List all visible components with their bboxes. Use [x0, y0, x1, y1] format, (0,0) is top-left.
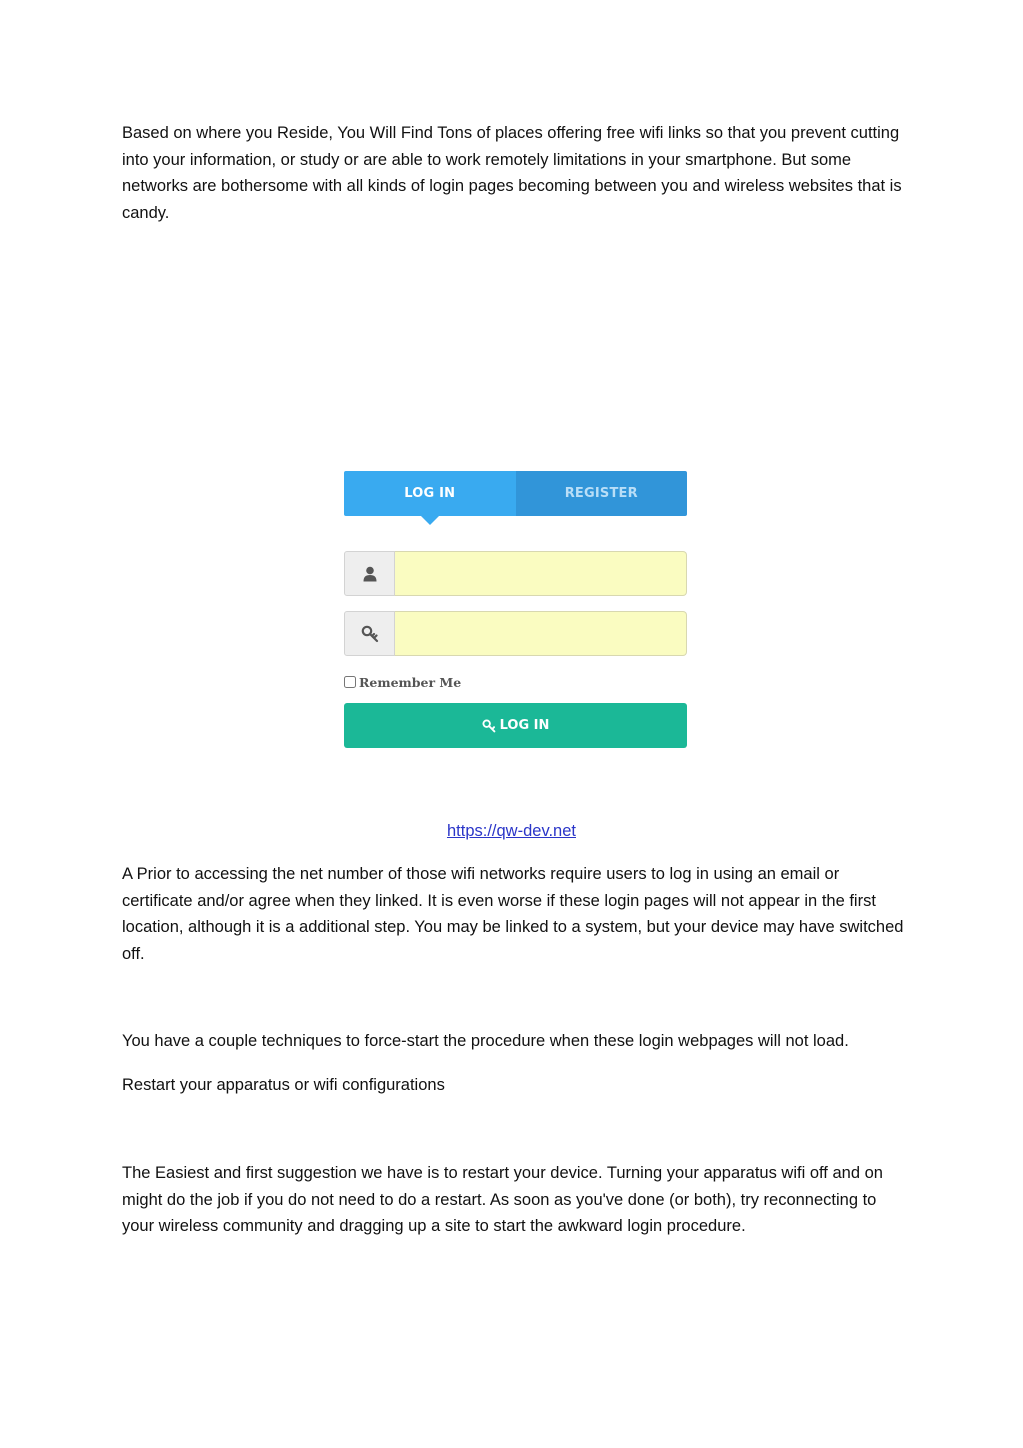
username-input[interactable] — [395, 551, 687, 596]
link-line — [0, 818, 1023, 844]
remember-me-checkbox[interactable] — [344, 676, 356, 688]
third-paragraph: You have a couple techniques to force-start the procedure when these login webpages will not load. — [122, 1032, 849, 1050]
password-input[interactable] — [395, 611, 687, 656]
second-paragraph: A Prior to accessing the net number of those wifi networks require users to log in using an email or certificate and/or agree when they linked. It is even worse if these login pages will not appear in the first location, although it is a additional step. You may be linked to a system, but your device may have switched off. — [122, 865, 904, 963]
remember-me — [344, 673, 461, 691]
key-icon — [344, 611, 395, 656]
login-widget — [344, 471, 687, 751]
login-button-label: LOG IN — [499, 718, 550, 733]
tab-login[interactable]: LOG IN — [344, 471, 516, 516]
remember-me-label: Remember Me — [359, 674, 462, 690]
password-field — [344, 611, 687, 656]
username-field — [344, 551, 687, 596]
login-tabs — [344, 471, 687, 516]
login-button[interactable] — [344, 703, 687, 748]
site-link[interactable]: https://qw-dev.net — [446, 822, 576, 840]
key-icon — [482, 719, 496, 733]
intro-paragraph: Based on where you Reside, You Will Find Tons of places offering free wifi links so that you prevent cutting into your information, or study or are able to work remotely limitations in your smartphone. But some networks are bothersome with all kinds of login pages becoming between you and wireless websites that is candy. — [122, 124, 902, 222]
user-icon — [344, 551, 395, 596]
section-heading: Restart your apparatus or wifi configurations — [122, 1076, 445, 1094]
tab-register[interactable]: REGISTER — [516, 471, 688, 516]
fourth-paragraph: The Easiest and first suggestion we have is to restart your device. Turning your apparatus wifi off and on might do the job if you do not need to do a restart. As soon as you've done (or both), try reconnecting to your wireless community and dragging up a site to start the awkward login procedure. — [122, 1164, 883, 1235]
